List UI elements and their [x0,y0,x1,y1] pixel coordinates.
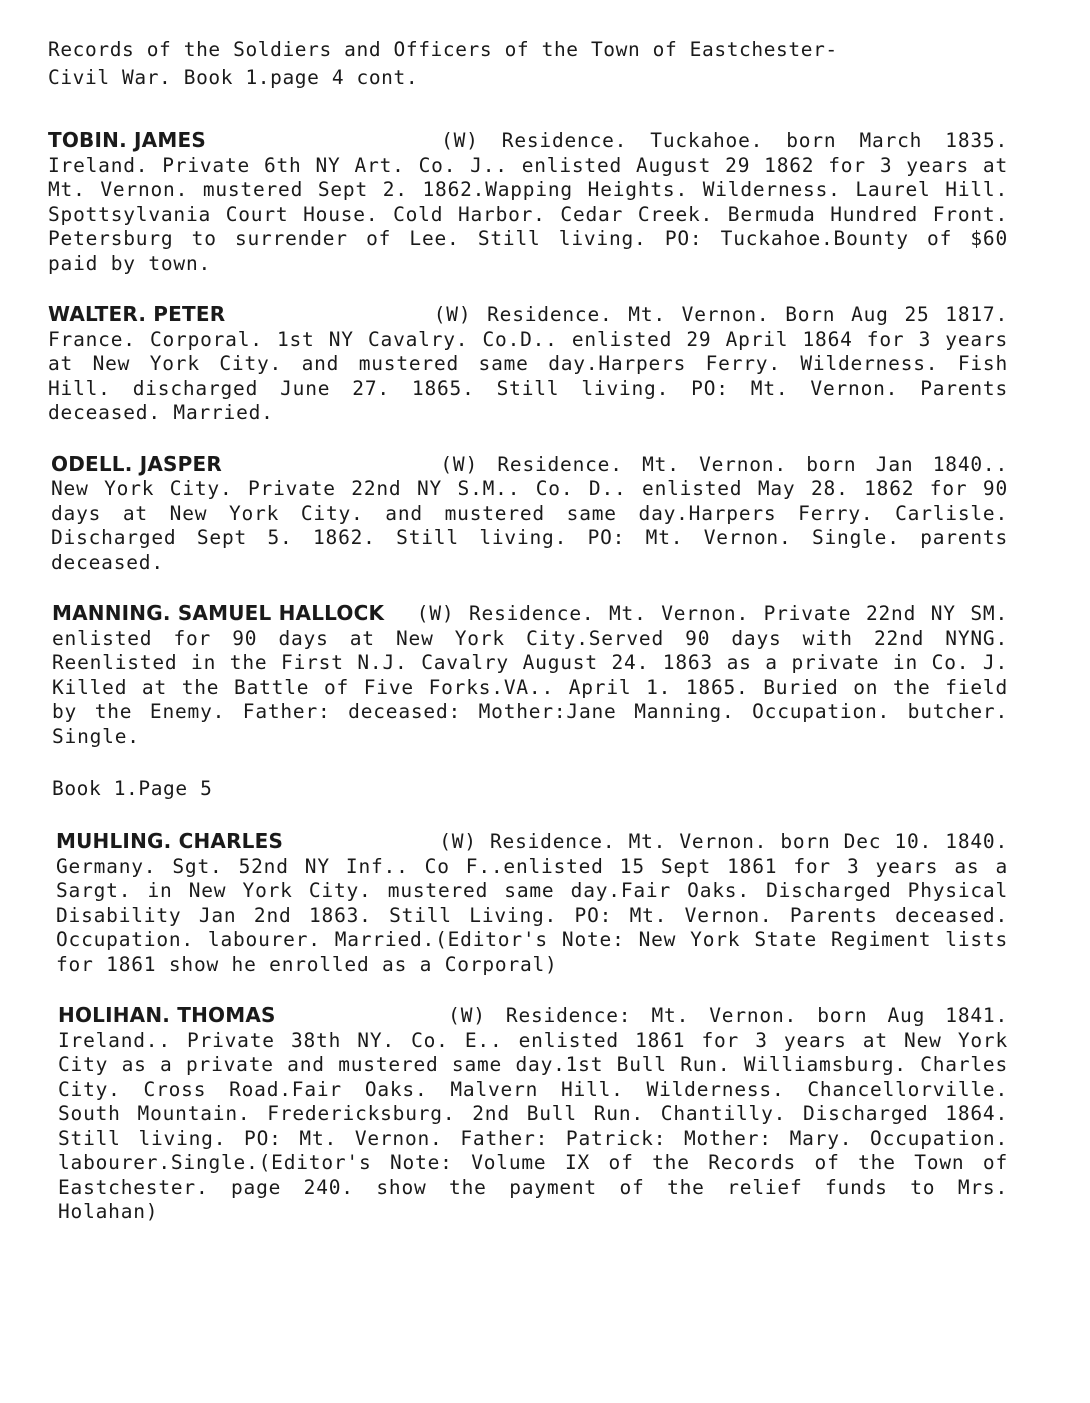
book-page-note: Book 1.Page 5 [52,777,213,800]
soldier-name: MUHLING. CHARLES [56,829,284,853]
soldier-record: (W) Residence. Mt. Vernon. born Dec 10. 1840. Germany. Sgt. 52nd NY Inf.. Co F..enlisted 15 Sept 1861 for 3 years as a Sargt. in New York City. mustered same day.Fair Oaks. Discharged Physical Disability Jan 2nd 1863. Still Living. PO: Mt. Vernon. Parents deceased. Occupation. labourer. Married.(Editor's Note: New York State Regiment lists for 1861 show he enrolled as a Corporal) [56,830,1008,976]
soldier-record: (W) Residence. Mt. Vernon. born Jan 1840.. New York City. Private 22nd NY S.M.. Co. D.. enlisted May 28. 1862 for 90 days at New York City. and mustered same day.Harpers Ferry. Carlisle. Discharged Sept 5. 1862. Still living. PO: Mt. Vernon. Single. parents deceased. [51,452,1008,574]
header-line-1: Records of the Soldiers and Officers of the Town of Eastchester- [48,38,838,61]
soldier-name: MANNING. SAMUEL HALLOCK [52,601,385,625]
document-header [48,36,1008,92]
soldier-name: HOLIHAN. THOMAS [58,1003,276,1027]
soldier-record: (W) Residence. Tuckahoe. born March 1835. Ireland. Private 6th NY Art. Co. J.. enlisted August 29 1862 for 3 years at Mt. Vernon. mustered Sept 2. 1862.Wapping Heights. Wilderness. Laurel Hill. Spottsylvania Court House. Cold Harbor. Cedar Creek. Bermuda Hundred Front. Petersburg to surrender of Lee. Still living. PO: Tuckahoe.Bounty of $60 paid by town. [48,129,1008,275]
soldier-entry [58,1003,1008,1225]
soldier-entry [48,128,1008,276]
header-line-2: Civil War. Book 1.page 4 cont. [48,66,419,89]
soldier-name: ODELL. JASPER [51,451,222,476]
soldier-record: (W) Residence. Mt. Vernon. Born Aug 25 1817. France. Corporal. 1st NY Cavalry. Co.D.. enlisted 29 April 1864 for 3 years at New York City. and mustered same day.Harpers Ferry. Wilderness. Fish Hill. discharged June 27. 1865. Still living. PO: Mt. Vernon. Parents deceased. Married. [48,303,1009,424]
soldier-entry [52,601,1008,749]
soldier-entry [51,452,1008,576]
soldier-entry [48,302,1008,426]
soldier-name: TOBIN. JAMES [48,128,206,152]
soldier-entry [56,829,1008,977]
soldier-record: (W) Residence. Mt. Vernon. Private 22nd NY SM. enlisted for 90 days at New York City.Served 90 days with 22nd NYNG. Reenlisted in the First N.J. Cavalry August 24. 1863 as a private in Co. J. Killed at the Battle of Five Forks.VA.. April 1. 1865. Buried on the field by the Enemy. Father: deceased: Mother:Jane Manning. Occupation. butcher. Single. [52,602,1008,748]
document-page [48,36,1008,1251]
soldier-record: (W) Residence: Mt. Vernon. born Aug 1841. Ireland.. Private 38th NY. Co. E.. enlisted 1861 for 3 years at New York City as a private and mustered same day.1st Bull Run. Williamsburg. Charles City. Cross Road.Fair Oaks. Malvern Hill. Wilderness. Chancellorville. South Mountain. Fredericksburg. 2nd Bull Run. Chantilly. Discharged 1864. Still living. PO: Mt. Vernon. Father: Patrick: Mother: Mary. Occupation. labourer.Single.(Editor's Note: Volume IX of the Records of the Town of Eastchester. page 240. show the payment of the relief funds to Mrs. Holahan) [58,1004,1008,1223]
soldier-name: WALTER. PETER [48,302,226,326]
